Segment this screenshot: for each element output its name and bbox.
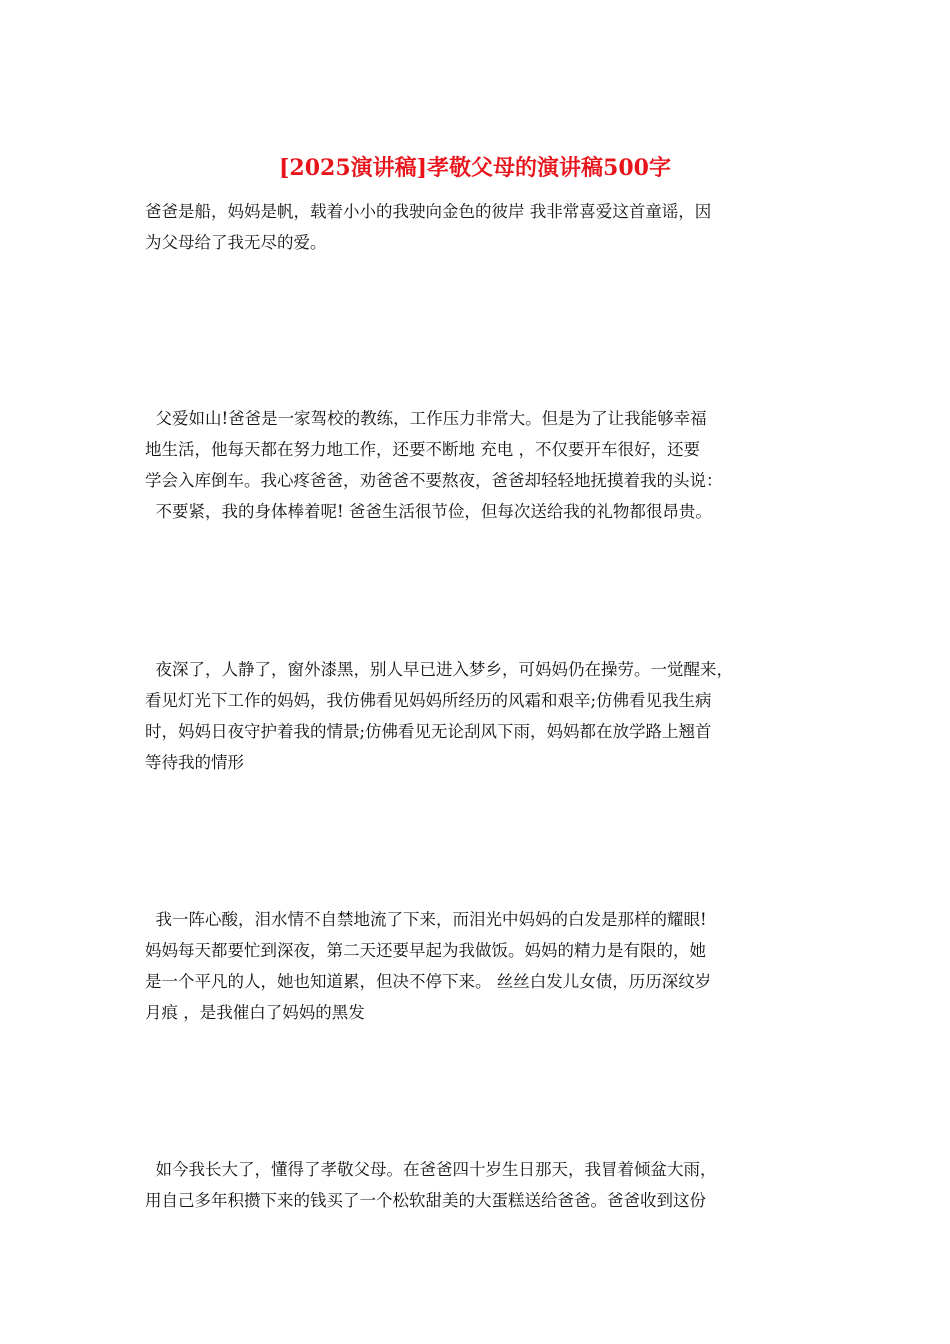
paragraph-line: 妈妈每天都要忙到深夜，第二天还要早起为我做饭。妈妈的精力是有限的，她: [145, 941, 706, 960]
paragraph-1: [145, 196, 845, 258]
paragraph-line: 夜深了，人静了，窗外漆黑，别人早已进入梦乡，可妈妈仍在操劳。一觉醒来，: [145, 660, 733, 679]
paragraph-4: [145, 904, 845, 1028]
paragraph-line: 父爱如山!爸爸是一家驾校的教练，工作压力非常大。但是为了让我能够幸福: [145, 409, 707, 428]
paragraph-line: 时，妈妈日夜守护着我的情景;仿佛看见无论刮风下雨，妈妈都在放学路上翘首: [145, 722, 712, 741]
paragraph-line: 月痕 ，是我催白了妈妈的黑发: [145, 1003, 365, 1022]
paragraph-line: 爸爸是船，妈妈是帆，载着小小的我驶向金色的彼岸 我非常喜爱这首童谣，因: [145, 202, 712, 221]
paragraph-2: [145, 403, 845, 527]
paragraph-line: 地生活，他每天都在努力地工作，还要不断地 充电 ，不仅要开车很好，还要: [145, 440, 700, 459]
document-title: [2025演讲稿]孝敬父母的演讲稿500字: [279, 155, 671, 181]
paragraph-line: 用自己多年积攒下来的钱买了一个松软甜美的大蛋糕送给爸爸。爸爸收到这份: [145, 1191, 706, 1210]
paragraph-5: [145, 1154, 845, 1216]
paragraph-line: 为父母给了我无尽的爱。: [145, 233, 327, 252]
paragraph-line: 看见灯光下工作的妈妈，我仿佛看见妈妈所经历的风霜和艰辛;仿佛看见我生病: [145, 691, 712, 710]
paragraph-line: 学会入库倒车。我心疼爸爸，劝爸爸不要熬夜，爸爸却轻轻地抚摸着我的头说：: [145, 471, 723, 490]
paragraph-line: 不要紧，我的身体棒着呢! 爸爸生活很节俭，但每次送给我的礼物都很昂贵。: [145, 502, 712, 521]
paragraph-line: 是一个平凡的人，她也知道累，但决不停下来。 丝丝白发儿女债，历历深纹岁: [145, 972, 712, 991]
paragraph-3: [145, 654, 845, 778]
paragraph-line: 如今我长大了，懂得了孝敬父母。在爸爸四十岁生日那天，我冒着倾盆大雨，: [145, 1160, 717, 1179]
paragraph-line: 等待我的情形: [145, 753, 244, 772]
paragraph-line: 我一阵心酸，泪水情不自禁地流了下来，而泪光中妈妈的白发是那样的耀眼!: [145, 910, 707, 929]
